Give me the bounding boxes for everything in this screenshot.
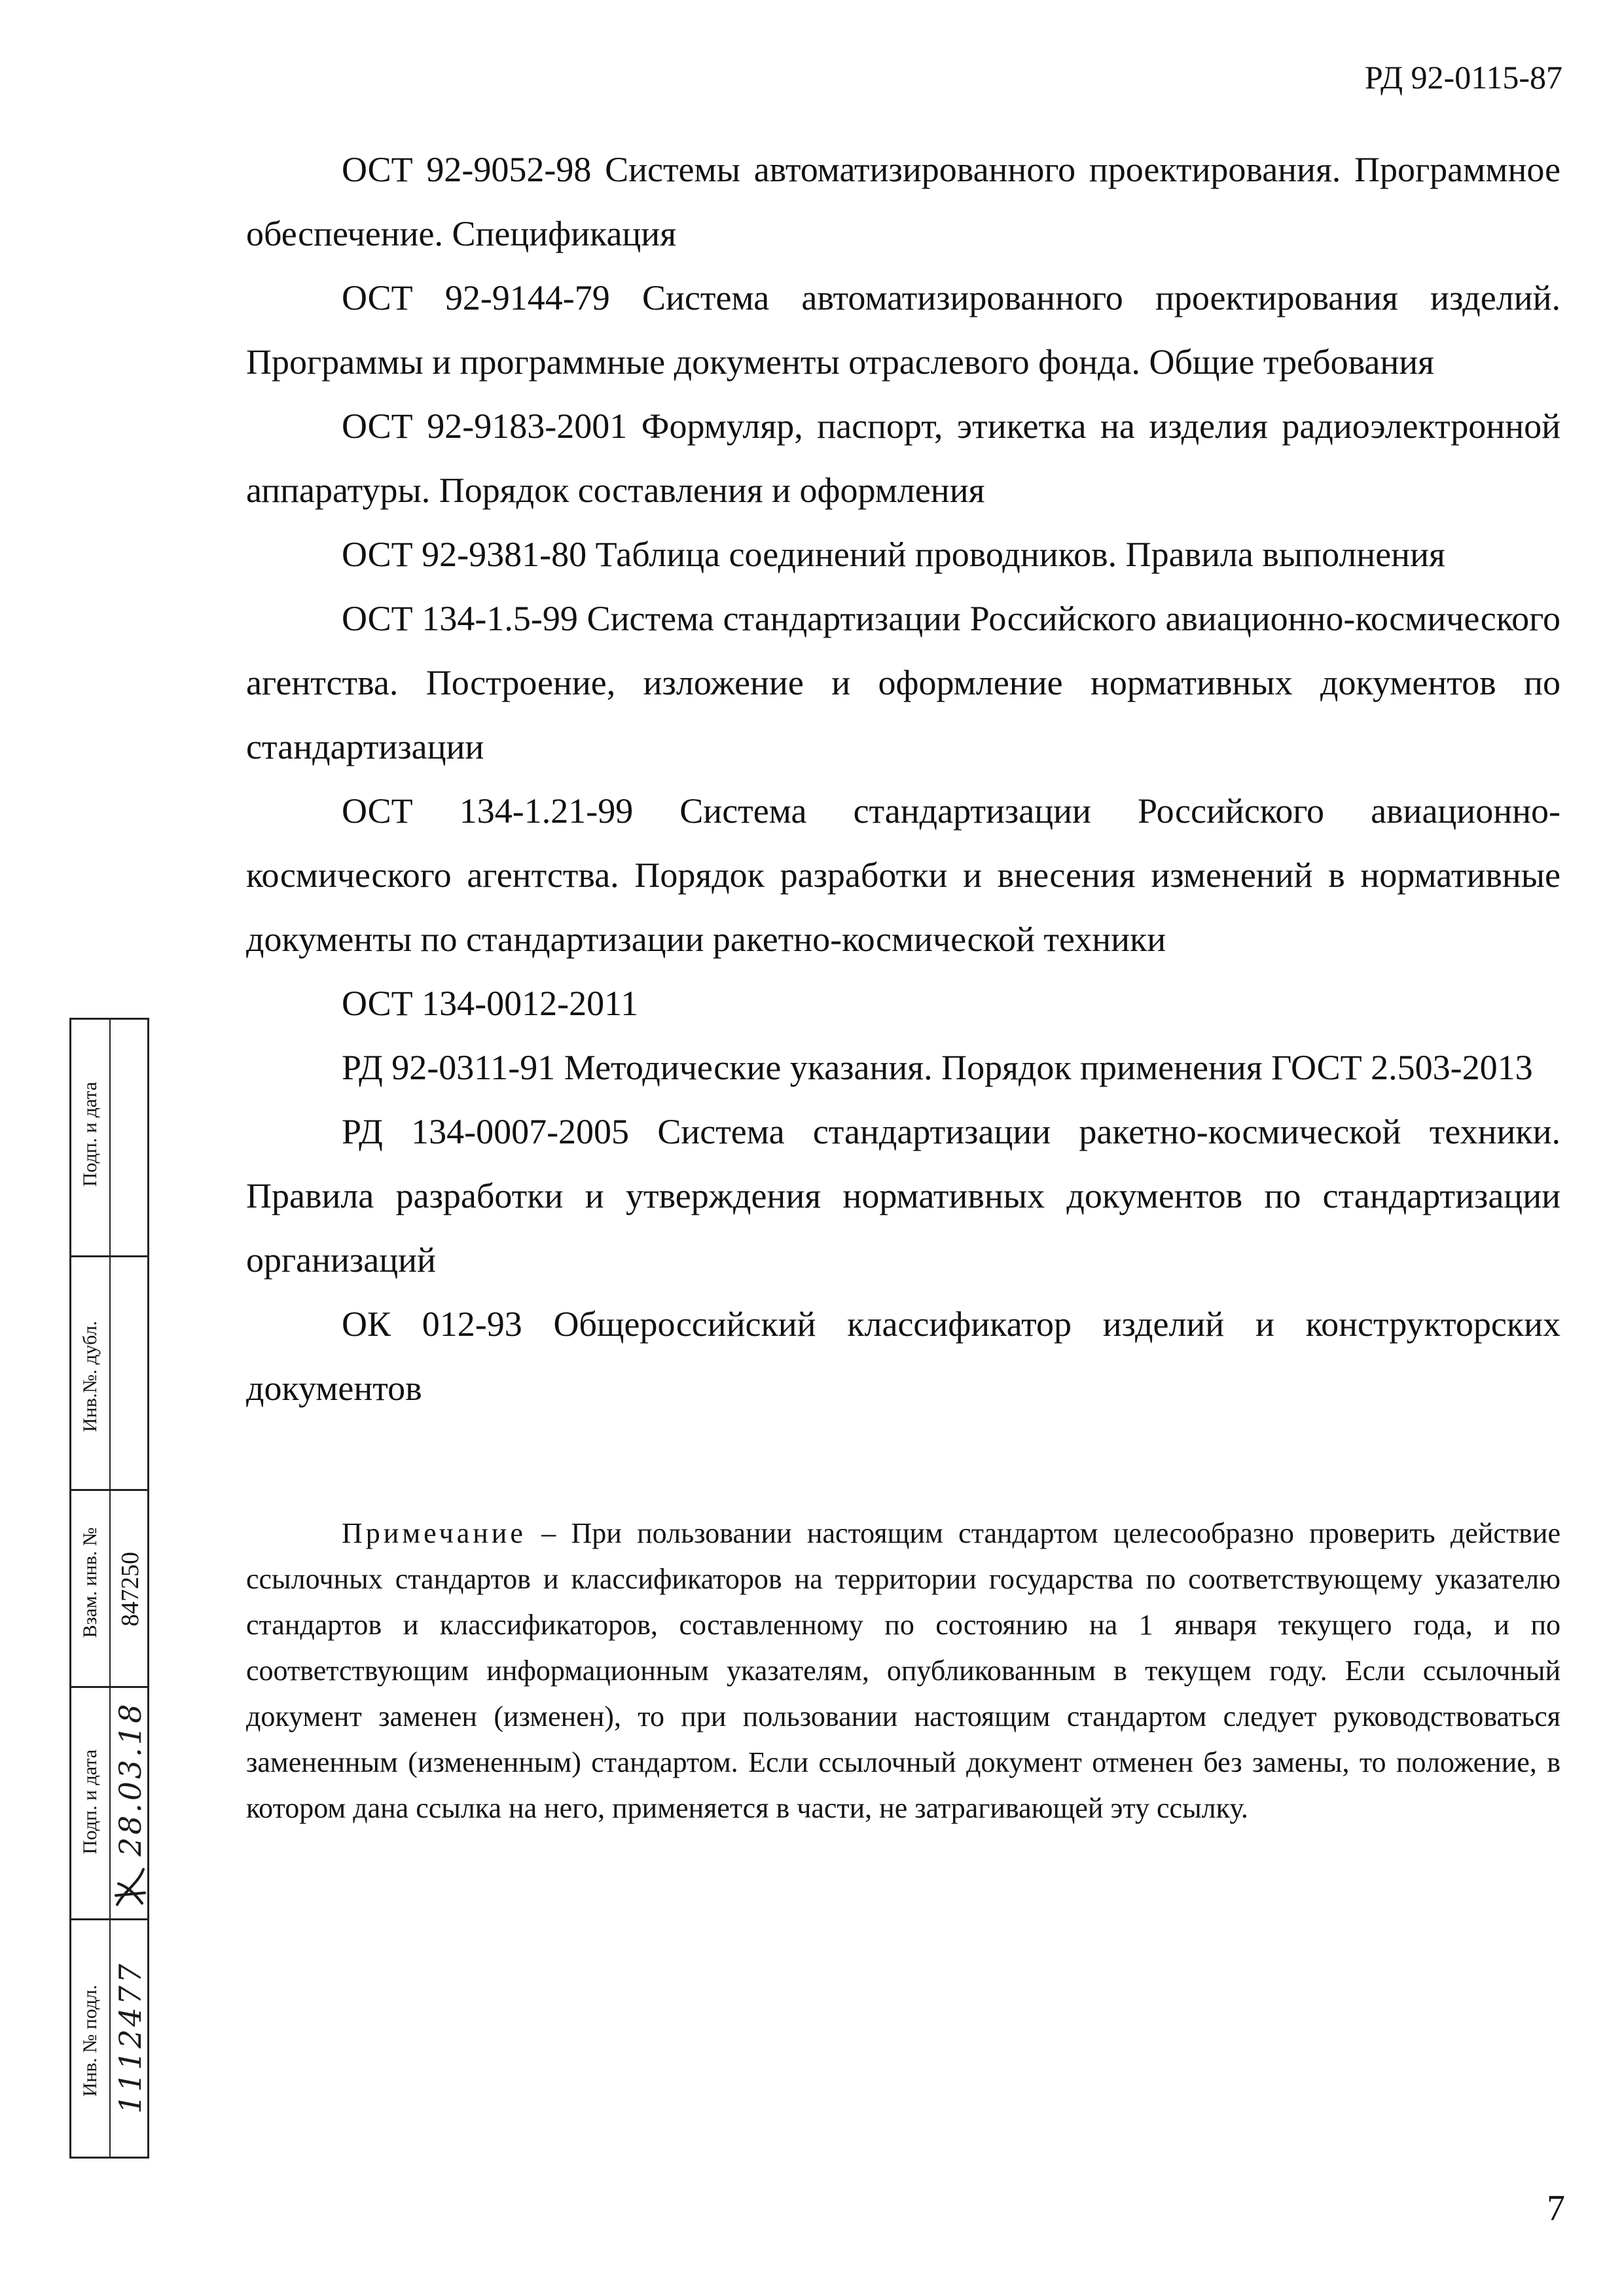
stamp-label-inv-original: Инв. № подл.: [79, 1984, 101, 2097]
stamp-handwritten-inv-original: 1112477: [113, 1961, 148, 2114]
stamp-row-divider: [71, 1489, 147, 1491]
reference-item: ОСТ 134-1.21-99 Система стандартизации Российского авиационно-космического агентства. Порядок разработки и внесения изменений в нормативные документы по стандартизации ракетно-космической техники: [246, 791, 1561, 959]
reference-item: ОК 012-93 Общероссийский классификатор изделий и конструкторских документов: [246, 1304, 1561, 1408]
stamp-label-inv-duplicate: Инв.№. дубл.: [79, 1321, 101, 1432]
reference-item: РД 92-0311-91 Методические указания. Порядок применения ГОСТ 2.503-2013: [342, 1048, 1533, 1087]
reference-item: ОСТ 134-1.5-99 Система стандартизации Российского авиационно-космического агентства. Построение, изложение и оформление нормативных документов по стандартизации: [246, 599, 1561, 766]
reference-item: ОСТ 92-9052-98 Системы автоматизированного проектирования. Программное обеспечение. Спецификация: [246, 150, 1561, 253]
stamp-row-divider: [71, 1255, 147, 1257]
reference-item: ОСТ 92-9183-2001 Формуляр, паспорт, этикетка на изделия радиоэлектронной аппаратуры. Порядок составления и оформления: [246, 406, 1561, 510]
note-label: Примечание: [342, 1517, 526, 1549]
reference-item: ОСТ 92-9381-80 Таблица соединений проводников. Правила выполнения: [342, 535, 1445, 574]
margin-stamp-table: [69, 1018, 149, 2159]
stamp-label-sign-date: Подп. и дата: [79, 1749, 101, 1855]
signature-mark: [112, 1864, 149, 1910]
stamp-handwritten-date: 28.03.18: [113, 1701, 148, 1857]
references-list: [246, 137, 1561, 1420]
stamp-row-divider: [71, 1918, 147, 1920]
stamp-label-instead-inv: Взам. инв. №: [79, 1527, 101, 1638]
document-code: РД 92-0115-87: [1364, 59, 1562, 96]
reference-item: ОСТ 92-9144-79 Система автоматизированного проектирования изделий. Программы и программные документы отраслевого фонда. Общие требования: [246, 278, 1561, 382]
note-block: [246, 1511, 1561, 1831]
reference-item: ОСТ 134-0012-2011: [342, 984, 639, 1023]
page-number: 7: [1547, 2188, 1565, 2229]
reference-item: РД 134-0007-2005 Система стандартизации ракетно-космической техники. Правила разработки и утверждения нормативных документов по стандартизации организаций: [246, 1112, 1561, 1280]
stamp-column-divider: [109, 1020, 111, 2157]
note-text: – При пользовании настоящим стандартом целесообразно проверить действие ссылочных стандартов и классификаторов на территории государства по соответствующему указателю стандартов и классификаторов, составленному по состоянию на 1 января текущего года, и по соответствующим информационным указателям, опубликованным в текущем году. Если ссылочный документ заменен (изменен), то при пользовании настоящим стандартом следует руководствоваться замененным (измененным) стандартом. Если ссылочный документ отменен без замены, то положение, в котором дана ссылка на него, применяется в части, не затрагивающей эту ссылку.: [246, 1517, 1561, 1824]
stamp-value-instead-inv: 847250: [117, 1552, 144, 1626]
stamp-label-sign-date: Подп. и дата: [79, 1081, 101, 1187]
stamp-row-divider: [71, 1686, 147, 1688]
